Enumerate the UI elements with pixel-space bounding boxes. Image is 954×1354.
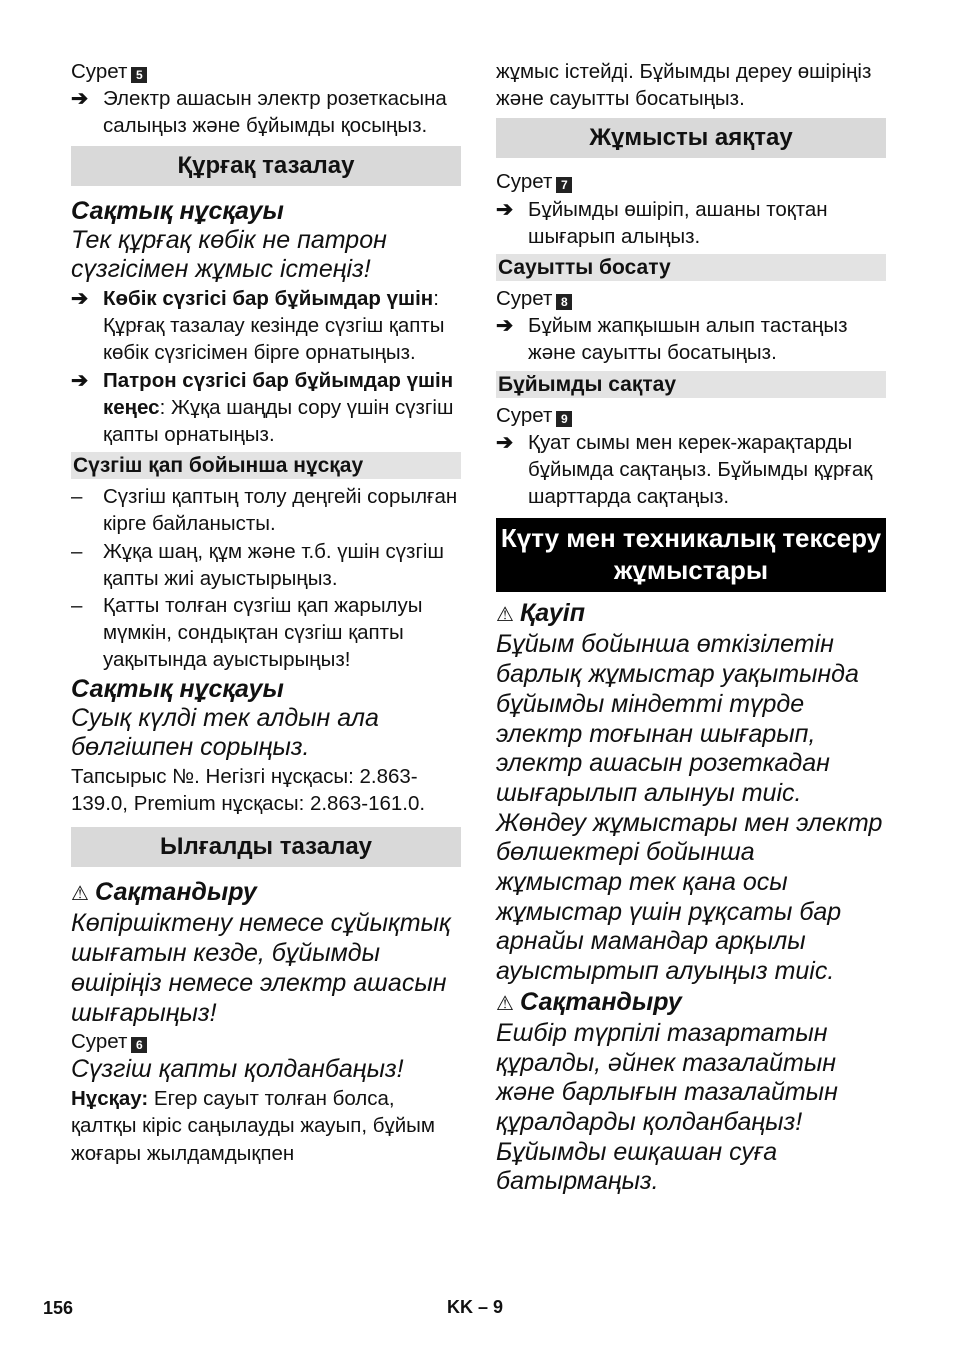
dash-bullet: – [71,594,83,618]
caution-title: ⚠ Сақтандыру [71,878,257,907]
note-title: Сақтық нұсқауы [71,674,284,703]
danger-title: ⚠ Қауіп [496,599,586,628]
warning-icon: ⚠ [496,992,514,1015]
arrow-icon: ➔ [496,197,514,221]
left-column [71,58,461,1167]
arrow-icon: ➔ [496,430,514,454]
section-heading-wet-cleaning: Ылғалды тазалау [71,827,461,867]
section-heading-dry-cleaning: Құрғақ тазалау [71,146,461,186]
caution-text: Көпіршіктену немесе сұйықтық шығатын кезде, бұйымды өшіріңіз немесе электр ашасын шығарыңыз! [71,909,451,1027]
instruction-step: ➔ Көбік сүзгісі бар бұйымдар үшін: Құрғақ тазалау кезінде сүзгіш қапты көбік сүзгісімен бірге орнатыңыз. [71,285,461,367]
subheading-storage: Бұйымды сақтау [496,371,886,398]
caution-text: Ешбір түрпілі тазартатын құралды, әйнек тазалайтын және барлығын тазалайтын құралдарды қолданбаңыз! Бұйымды ешқашан суға батырмаңыз. [496,1018,838,1196]
continued-text: жұмыс істейді. Бұйымды дереу өшіріңіз және сауытты босатыңыз. [496,60,872,111]
arrow-icon: ➔ [71,87,89,111]
note-title: Сақтық нұсқауы [71,196,284,225]
figure-ref-6: Сурет 6 [71,1028,461,1055]
order-number-text: Тапсырыс №. Негізгі нұсқасы: 2.863-139.0, Premium нұсқасы: 2.863-161.0. [71,765,426,816]
list-item: – Қатты толған сүзгіш қап жарылуы мүмкін, сондықтан сүзгіш қапты уақытында ауыстырыңыз! [71,592,461,674]
subheading-filter-bag: Сүзгіш қап бойынша нұсқау [71,452,461,479]
figure-ref-9: Сурет 9 [496,402,886,429]
instruction-step: ➔ Патрон сүзгісі бар бұйымдар үшін кеңес: Жұқа шаңды сору үшін сүзгіш қапты орнатыңыз. [71,367,461,449]
danger-text: Бұйым бойынша өткізілетін барлық жұмыстар уақытында бұйымды міндетті түрде электр тоғынан шығарып, электр ашасын розеткадан шығарылып алынуы тиіс. Жөндеу жұмыстары мен электр бөлшектері бойынша жұмыстар тек қана осы жұмыстар үшін рұқсаты бар арнайы мамандар арқылы ауыстыртып алуыңыз тиіс. [496,630,883,986]
dash-bullet: – [71,485,83,509]
dash-bullet: – [71,539,83,563]
arrow-icon: ➔ [71,287,89,311]
italic-instruction: Сүзгіш қапты қолданбаңыз! [71,1055,404,1084]
list-item: – Жұқа шаң, құм және т.б. үшін сүзгіш қапты жиі ауыстырыңыз. [71,538,461,592]
figure-ref-7: Сурет 7 [496,168,886,195]
caution-title: ⚠ Сақтандыру [496,987,682,1016]
figure-ref-5: Сурет 5 [71,58,461,85]
list-item: – Сүзгіш қаптың толу деңгейі сорылған кірге байланысты. [71,483,461,537]
instruction-step: ➔ Электр ашасын электр розеткасына салыңыз және бұйымды қосыңыз. [71,85,461,139]
instruction-step: ➔ Бұйымды өшіріп, ашаны тоқтан шығарып алыңыз. [496,196,886,250]
arrow-icon: ➔ [71,368,89,392]
page-number: 156 [43,1298,74,1318]
section-page-label: KK – 9 [447,1297,504,1317]
instruction-step: ➔ Қуат сымы мен керек-жарақтарды бұйымда сақтаңыз. Бұйымды құрғақ шарттарда сақтаңыз. [496,429,886,511]
warning-icon: ⚠ [496,604,514,627]
note-text: Тек құрғақ көбік не патрон сүзгісімен жұмыс істеңіз! [71,225,387,284]
figure-ref-8: Сурет 8 [496,285,886,312]
section-heading-finish-work: Жұмысты аяқтау [496,118,886,158]
chapter-heading-maintenance: Күту мен техникалық тексеру жұмыстары [496,518,886,592]
note-text: Суық күлді тек алдын ала бөлгішпен сорыңыз. [71,703,379,762]
warning-icon: ⚠ [71,883,89,906]
subheading-empty-container: Сауытты босату [496,254,886,281]
instruction-step: ➔ Бұйым жапқышын алып тастаңыз және сауытты босатыңыз. [496,312,886,366]
right-column [496,58,886,1197]
note-paragraph: Нұсқау: Егер сауыт толған болса, қалтқы кіріс саңылауды жауып, бұйым жоғары жылдамдықпен [71,1087,435,1165]
arrow-icon: ➔ [496,314,514,338]
